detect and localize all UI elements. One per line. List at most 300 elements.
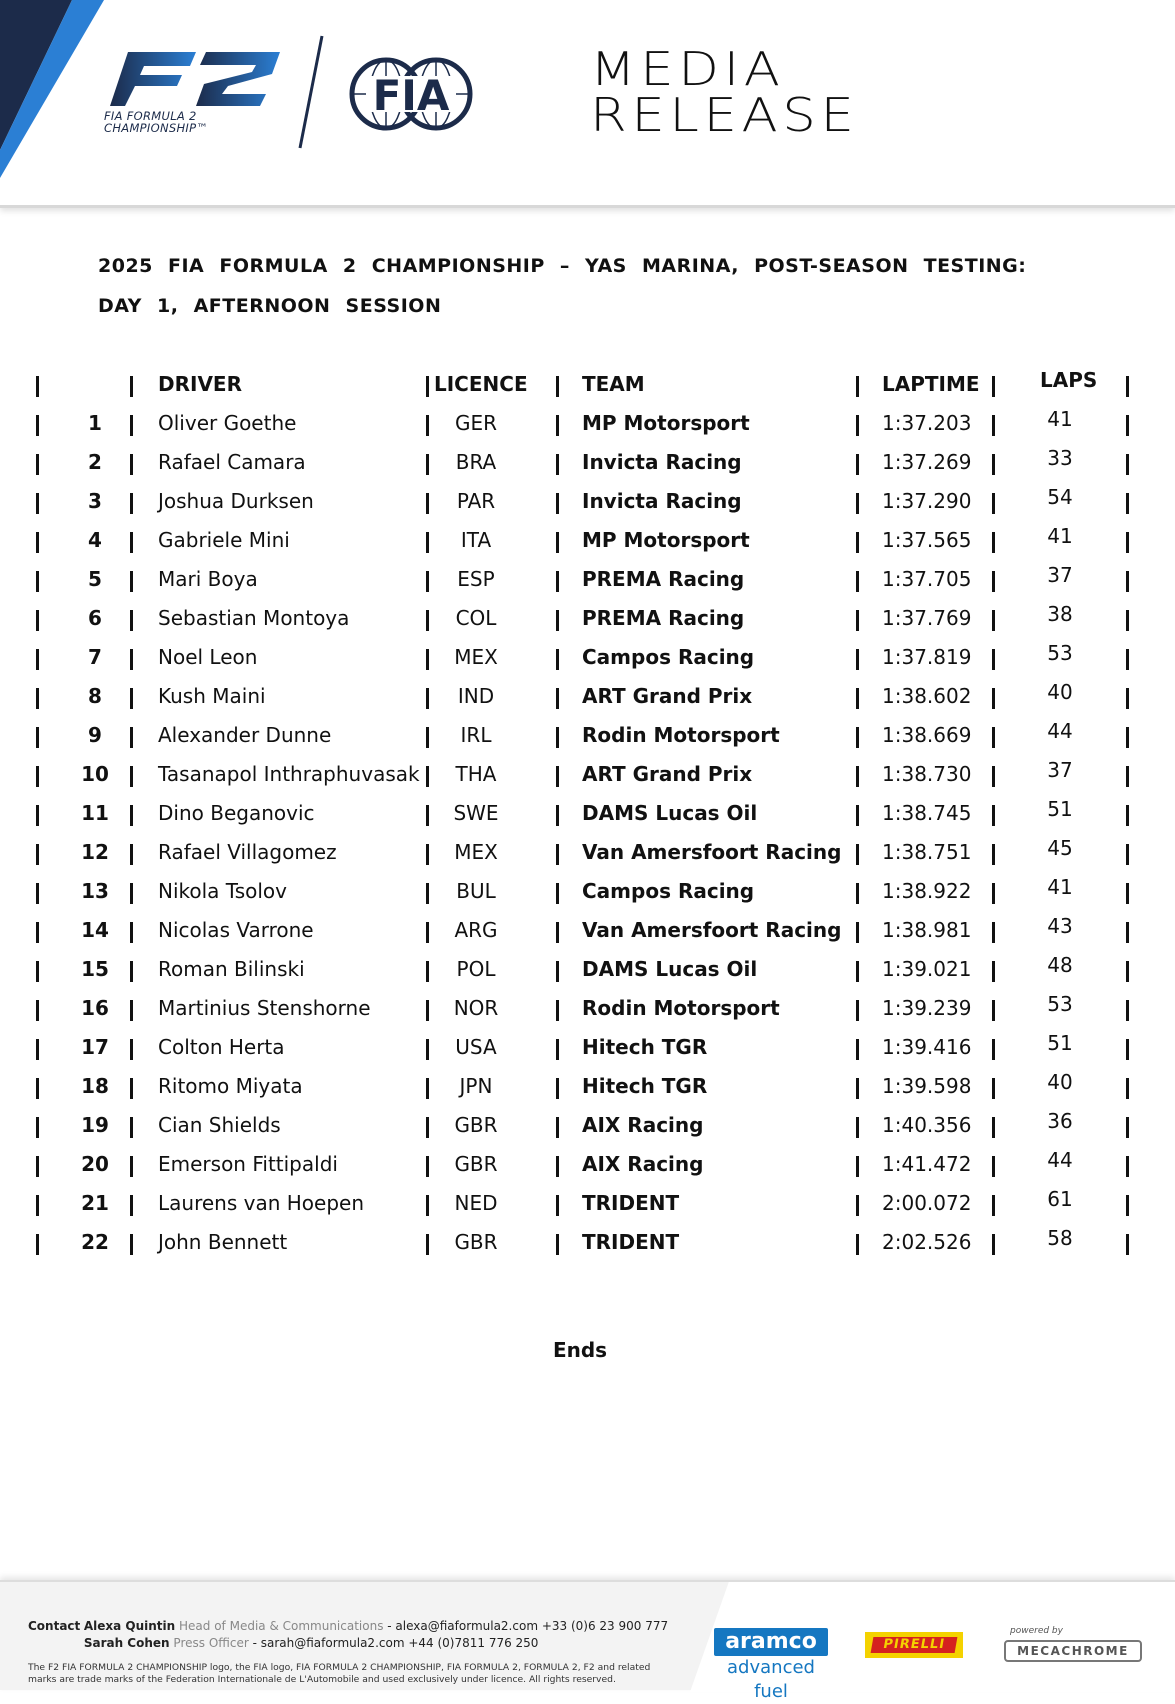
table-row: [30, 719, 1140, 758]
column-separator: [1126, 688, 1129, 709]
cell-licence: ITA: [460, 528, 492, 552]
cell-team: Campos Racing: [582, 645, 755, 669]
column-separator: [556, 961, 559, 982]
cell-laptime: 1:38.730: [882, 762, 972, 786]
cell-position: 11: [81, 801, 109, 825]
cell-laps: 40: [1047, 1070, 1073, 1094]
cell-laptime: 1:37.290: [882, 489, 972, 513]
aramco-logo: [714, 1628, 828, 1704]
cell-laptime: 1:41.472: [882, 1152, 972, 1176]
column-separator: [992, 415, 995, 436]
column-separator: [130, 1234, 133, 1255]
column-separator: [856, 922, 859, 943]
cell-laptime: 1:38.745: [882, 801, 972, 825]
cell-team: Rodin Motorsport: [582, 996, 780, 1020]
column-separator: [1126, 1078, 1129, 1099]
table-row: [30, 914, 1140, 953]
cell-laps: 37: [1047, 563, 1073, 587]
column-separator: [992, 883, 995, 904]
column-separator: [992, 688, 995, 709]
column-separator: [556, 688, 559, 709]
table-row: [30, 446, 1140, 485]
column-separator: [856, 1039, 859, 1060]
contact-name-1: Alexa Quintin: [83, 1619, 176, 1633]
table-header-row: [30, 368, 1140, 407]
cell-licence: IND: [457, 684, 495, 708]
column-separator: [426, 688, 429, 709]
column-separator: [856, 610, 859, 631]
column-separator: [130, 727, 133, 748]
table-row: [30, 1226, 1140, 1265]
cell-licence: ARG: [454, 918, 498, 942]
document-title: 2025 FIA FORMULA 2 CHAMPIONSHIP – YAS MARINA, POST-SEASON TESTING: DAY 1, AFTERNOON SESSION: [98, 255, 1027, 317]
cell-driver: Cian Shields: [158, 1113, 281, 1137]
column-separator: [556, 571, 559, 592]
column-separator: [426, 1117, 429, 1138]
cell-team: Van Amersfoort Racing: [582, 840, 842, 864]
cell-laptime: 1:38.669: [882, 723, 972, 747]
column-separator: [1126, 454, 1129, 475]
column-separator: [426, 922, 429, 943]
column-separator: [426, 766, 429, 787]
cell-laptime: 2:00.072: [882, 1191, 972, 1215]
column-separator: [992, 571, 995, 592]
cell-driver: Nicolas Varrone: [158, 918, 314, 942]
cell-laps: 37: [1047, 758, 1073, 782]
table-row: [30, 1031, 1140, 1070]
column-separator: [426, 883, 429, 904]
column-separator: [130, 883, 133, 904]
column-separator: [130, 805, 133, 826]
column-separator: [856, 805, 859, 826]
table-row: [30, 602, 1140, 641]
cell-laps: 41: [1047, 875, 1073, 899]
column-separator: [992, 376, 995, 397]
column-separator: [856, 1234, 859, 1255]
column-separator: [1126, 415, 1129, 436]
table-row: [30, 524, 1140, 563]
cell-team: Invicta Racing: [582, 489, 742, 513]
cell-driver: Rafael Camara: [158, 450, 306, 474]
cell-licence: NOR: [453, 996, 499, 1020]
cell-team: PREMA Racing: [582, 567, 745, 591]
cell-laptime: 1:37.769: [882, 606, 972, 630]
column-separator: [36, 922, 39, 943]
column-separator: [992, 1195, 995, 1216]
cell-laptime: 1:39.416: [882, 1035, 972, 1059]
cell-laps: 40: [1047, 680, 1073, 704]
cell-licence: MEX: [454, 645, 498, 669]
contact-label: Contact: [28, 1619, 81, 1633]
cell-position: 13: [81, 879, 109, 903]
cell-laps: 41: [1047, 407, 1073, 431]
cell-licence: GBR: [454, 1113, 498, 1137]
cell-licence: GBR: [454, 1152, 498, 1176]
column-separator: [426, 1156, 429, 1177]
cell-driver: Nikola Tsolov: [158, 879, 287, 903]
column-separator: [1126, 961, 1129, 982]
column-separator: [426, 376, 429, 397]
column-separator: [426, 961, 429, 982]
cell-laptime: 1:37.705: [882, 567, 972, 591]
column-separator: [130, 454, 133, 475]
cell-position: 8: [88, 684, 102, 708]
cell-position: 7: [88, 645, 102, 669]
cell-licence: GER: [454, 411, 498, 435]
cell-position: 19: [81, 1113, 109, 1137]
cell-laps: 51: [1047, 797, 1073, 821]
column-separator: [36, 376, 39, 397]
page-header: [0, 0, 1175, 208]
column-separator: [426, 1000, 429, 1021]
column-separator: [130, 415, 133, 436]
cell-laptime: 1:38.922: [882, 879, 972, 903]
cell-laptime: 1:38.751: [882, 840, 972, 864]
column-separator: [130, 688, 133, 709]
column-separator: [856, 883, 859, 904]
column-separator: [556, 610, 559, 631]
column-separator: [556, 1156, 559, 1177]
column-separator: [856, 415, 859, 436]
column-separator: [36, 415, 39, 436]
cell-laps: 43: [1047, 914, 1073, 938]
cell-licence: PAR: [456, 489, 496, 513]
cell-laps: 44: [1047, 1148, 1073, 1172]
column-separator: [556, 844, 559, 865]
column-separator: [992, 532, 995, 553]
f2-logo-line-1: FIA FORMULA 2: [104, 109, 197, 123]
cell-laps: 36: [1047, 1109, 1073, 1133]
column-separator: [992, 493, 995, 514]
column-separator: [426, 532, 429, 553]
cell-driver: Mari Boya: [158, 567, 258, 591]
column-separator: [36, 766, 39, 787]
cell-licence: JPN: [459, 1074, 493, 1098]
column-separator: [36, 1117, 39, 1138]
corner-stripe-decoration: [0, 0, 110, 180]
column-separator: [130, 922, 133, 943]
column-separator: [36, 610, 39, 631]
pirelli-logo: [865, 1632, 963, 1658]
column-separator: [36, 961, 39, 982]
contact-role-2: Press Officer: [173, 1636, 249, 1650]
cell-position: 10: [81, 762, 109, 786]
cell-driver: Colton Herta: [158, 1035, 285, 1059]
table-row: [30, 836, 1140, 875]
column-separator: [556, 805, 559, 826]
column-separator: [992, 961, 995, 982]
cell-position: 22: [81, 1230, 109, 1254]
column-separator: [1126, 766, 1129, 787]
f2-logo-line-2: CHAMPIONSHIP™: [104, 121, 209, 135]
column-separator: [36, 1000, 39, 1021]
cell-position: 5: [88, 567, 102, 591]
column-separator: [130, 649, 133, 670]
cell-team: PREMA Racing: [582, 606, 745, 630]
column-separator: [426, 1234, 429, 1255]
media-release-line-2: RELEASE: [590, 88, 859, 142]
header-driver: DRIVER: [158, 372, 242, 396]
cell-team: Hitech TGR: [582, 1035, 708, 1059]
column-separator: [1126, 1000, 1129, 1021]
column-separator: [426, 1078, 429, 1099]
contact-line-1: [28, 1618, 668, 1635]
table-row: [30, 563, 1140, 602]
column-separator: [36, 1156, 39, 1177]
column-separator: [556, 415, 559, 436]
table-row: [30, 407, 1140, 446]
cell-position: 3: [88, 489, 102, 513]
column-separator: [130, 1039, 133, 1060]
cell-licence: ESP: [457, 567, 495, 591]
cell-team: TRIDENT: [582, 1230, 680, 1254]
cell-team: Hitech TGR: [582, 1074, 708, 1098]
column-separator: [426, 454, 429, 475]
header-team: TEAM: [582, 372, 645, 396]
column-separator: [856, 727, 859, 748]
fia-logo-text: FIA: [372, 71, 450, 120]
column-separator: [130, 844, 133, 865]
cell-driver: Tasanapol Inthraphuvasak: [158, 762, 420, 786]
column-separator: [856, 1078, 859, 1099]
cell-driver: Laurens van Hoepen: [158, 1191, 364, 1215]
column-separator: [1126, 883, 1129, 904]
column-separator: [856, 571, 859, 592]
column-separator: [556, 1039, 559, 1060]
column-separator: [556, 727, 559, 748]
column-separator: [36, 688, 39, 709]
contact-details-1[interactable]: - alexa@fiaformula2.com +33 (0)6 23 900 777: [387, 1619, 669, 1633]
header-licence: LICENCE: [434, 372, 528, 396]
column-separator: [1126, 571, 1129, 592]
column-separator: [36, 571, 39, 592]
cell-licence: GBR: [454, 1230, 498, 1254]
column-separator: [426, 805, 429, 826]
cell-driver: Sebastian Montoya: [158, 606, 350, 630]
cell-licence: COL: [455, 606, 497, 630]
column-separator: [426, 571, 429, 592]
column-separator: [36, 454, 39, 475]
cell-driver: Martinius Stenshorne: [158, 996, 371, 1020]
cell-laptime: 1:38.981: [882, 918, 972, 942]
cell-laps: 41: [1047, 524, 1073, 548]
column-separator: [36, 1195, 39, 1216]
cell-laps: 33: [1047, 446, 1073, 470]
column-separator: [556, 766, 559, 787]
column-separator: [856, 649, 859, 670]
cell-team: Campos Racing: [582, 879, 755, 903]
table-row: [30, 1148, 1140, 1187]
cell-position: 6: [88, 606, 102, 630]
cell-position: 14: [81, 918, 109, 942]
cell-laps: 53: [1047, 641, 1073, 665]
column-separator: [856, 766, 859, 787]
aramco-tagline: advanced fuel: [727, 1657, 815, 1702]
column-separator: [130, 571, 133, 592]
column-separator: [130, 532, 133, 553]
column-separator: [1126, 805, 1129, 826]
column-separator: [130, 376, 133, 397]
column-separator: [130, 1078, 133, 1099]
column-separator: [1126, 727, 1129, 748]
cell-driver: John Bennett: [158, 1230, 288, 1254]
cell-laptime: 1:38.602: [882, 684, 972, 708]
table-row: [30, 485, 1140, 524]
media-release-line-1: MEDIA: [590, 42, 785, 96]
cell-team: TRIDENT: [582, 1191, 680, 1215]
column-separator: [130, 1156, 133, 1177]
column-separator: [992, 1234, 995, 1255]
column-separator: [1126, 1156, 1129, 1177]
column-separator: [1126, 1117, 1129, 1138]
contact-name-2: Sarah Cohen: [83, 1636, 170, 1650]
contact-line-2: [28, 1635, 668, 1652]
column-separator: [556, 649, 559, 670]
cell-licence: BUL: [456, 879, 496, 903]
cell-licence: IRL: [460, 723, 492, 747]
page-footer: [0, 1580, 1175, 1702]
column-separator: [992, 610, 995, 631]
cell-licence: USA: [455, 1035, 497, 1059]
cell-position: 20: [81, 1152, 109, 1176]
cell-driver: Dino Beganovic: [158, 801, 315, 825]
column-separator: [130, 1000, 133, 1021]
table-row: [30, 1070, 1140, 1109]
column-separator: [426, 493, 429, 514]
column-separator: [426, 415, 429, 436]
mecachrome-wordmark: MECACHROME: [1004, 1640, 1142, 1662]
column-separator: [36, 1234, 39, 1255]
cell-team: Van Amersfoort Racing: [582, 918, 842, 942]
column-separator: [556, 1078, 559, 1099]
column-separator: [992, 844, 995, 865]
cell-licence: POL: [456, 957, 496, 981]
column-separator: [856, 688, 859, 709]
column-separator: [992, 454, 995, 475]
column-separator: [992, 1156, 995, 1177]
cell-driver: Ritomo Miyata: [158, 1074, 303, 1098]
column-separator: [36, 883, 39, 904]
column-separator: [1126, 610, 1129, 631]
column-separator: [426, 1195, 429, 1216]
cell-team: MP Motorsport: [582, 411, 750, 435]
column-separator: [36, 1039, 39, 1060]
contact-details-2[interactable]: - sarah@fiaformula2.com +44 (0)7811 776 250: [252, 1636, 539, 1650]
column-separator: [130, 1117, 133, 1138]
column-separator: [856, 376, 859, 397]
column-separator: [1126, 1195, 1129, 1216]
cell-laps: 54: [1047, 485, 1073, 509]
column-separator: [856, 1195, 859, 1216]
column-separator: [556, 1195, 559, 1216]
cell-laps: 45: [1047, 836, 1073, 860]
column-separator: [856, 532, 859, 553]
cell-licence: MEX: [454, 840, 498, 864]
cell-licence: NED: [454, 1191, 498, 1215]
header-laps: LAPS: [1040, 368, 1098, 392]
legal-notice: The F2 FIA FORMULA 2 CHAMPIONSHIP logo, the FIA logo, FIA FORMULA 2 CHAMPIONSHIP, FIA FORMULA 2, FORMULA 2, F2 and related marks are trade marks of the Federation Internationale de L'Automobile and used exclusively under licence. All rights reserved.: [28, 1662, 651, 1685]
column-separator: [992, 766, 995, 787]
cell-licence: BRA: [455, 450, 497, 474]
f2-logo-wordmark: [104, 110, 208, 134]
table-row: [30, 953, 1140, 992]
cell-team: Invicta Racing: [582, 450, 742, 474]
mecachrome-powered-by: powered by: [1010, 1626, 1063, 1636]
fia-logo: [350, 48, 472, 140]
cell-team: MP Motorsport: [582, 528, 750, 552]
cell-team: Rodin Motorsport: [582, 723, 780, 747]
cell-team: DAMS Lucas Oil: [582, 801, 758, 825]
column-separator: [426, 727, 429, 748]
cell-laptime: 1:37.565: [882, 528, 972, 552]
column-separator: [1126, 649, 1129, 670]
cell-driver: Kush Maini: [158, 684, 266, 708]
cell-laptime: 1:39.239: [882, 996, 972, 1020]
cell-driver: Gabriele Mini: [158, 528, 290, 552]
column-separator: [36, 1078, 39, 1099]
column-separator: [36, 493, 39, 514]
column-separator: [1126, 844, 1129, 865]
column-separator: [1126, 532, 1129, 553]
cell-laps: 51: [1047, 1031, 1073, 1055]
cell-position: 16: [81, 996, 109, 1020]
column-separator: [426, 844, 429, 865]
cell-driver: Rafael Villagomez: [158, 840, 337, 864]
table-row: [30, 758, 1140, 797]
column-separator: [426, 1039, 429, 1060]
cell-laps: 58: [1047, 1226, 1073, 1250]
cell-position: 1: [88, 411, 102, 435]
cell-laps: 61: [1047, 1187, 1073, 1211]
column-separator: [856, 1000, 859, 1021]
media-release-title: [590, 42, 859, 142]
column-separator: [556, 1000, 559, 1021]
cell-laptime: 2:02.526: [882, 1230, 972, 1254]
column-separator: [1126, 1039, 1129, 1060]
column-separator: [426, 649, 429, 670]
cell-licence: THA: [455, 762, 497, 786]
cell-laptime: 1:37.269: [882, 450, 972, 474]
table-row: [30, 1109, 1140, 1148]
cell-driver: Alexander Dunne: [158, 723, 332, 747]
contact-role-1: Head of Media & Communications: [179, 1619, 384, 1633]
cell-driver: Joshua Durksen: [158, 489, 314, 513]
cell-position: 4: [88, 528, 102, 552]
column-separator: [36, 532, 39, 553]
logo-divider: [296, 34, 326, 150]
cell-laps: 48: [1047, 953, 1073, 977]
column-separator: [992, 1078, 995, 1099]
table-row: [30, 680, 1140, 719]
table-row: [30, 641, 1140, 680]
cell-laps: 38: [1047, 602, 1073, 626]
column-separator: [426, 610, 429, 631]
pirelli-wordmark: PIRELLI: [871, 1637, 958, 1653]
column-separator: [130, 610, 133, 631]
column-separator: [556, 532, 559, 553]
cell-position: 17: [81, 1035, 109, 1059]
contact-block: [28, 1618, 668, 1652]
cell-team: AIX Racing: [582, 1113, 704, 1137]
cell-laptime: 1:37.819: [882, 645, 972, 669]
column-separator: [992, 649, 995, 670]
ends-label: Ends: [552, 1338, 608, 1362]
column-separator: [130, 1195, 133, 1216]
cell-position: 12: [81, 840, 109, 864]
column-separator: [856, 961, 859, 982]
cell-licence: SWE: [453, 801, 499, 825]
column-separator: [556, 376, 559, 397]
